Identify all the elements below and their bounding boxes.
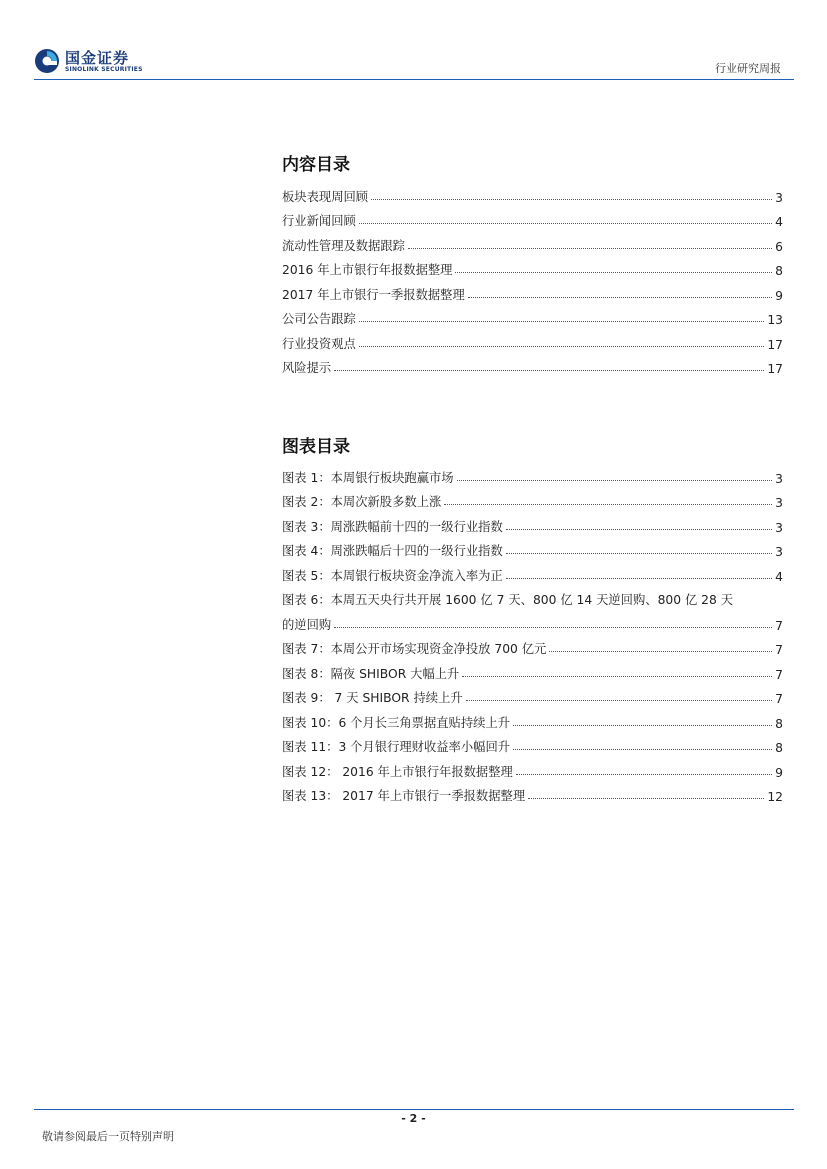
toc-item[interactable] <box>282 278 783 303</box>
figures-title: 图表目录 <box>282 437 350 457</box>
figure-item-label: 图表 11：3 个月银行理财收益率小幅回升 <box>282 740 511 754</box>
figure-item-label: 图表 12： 2016 年上市银行年报数据整理 <box>282 764 513 779</box>
toc-item-label: 板块表现周回顾 <box>282 189 369 204</box>
figure-item[interactable] <box>282 731 783 756</box>
figure-item-page: 3 <box>775 471 783 486</box>
toc-item-label: 2017 年上市银行一季报数据整理 <box>282 287 465 302</box>
toc-item[interactable] <box>282 205 783 230</box>
header-divider <box>34 79 794 80</box>
figure-item[interactable] <box>282 486 783 511</box>
figure-item-label: 图表 13： 2017 年上市银行一季报数据整理 <box>282 789 526 803</box>
toc-leader-dots <box>334 627 772 628</box>
figure-item[interactable] <box>282 510 783 535</box>
toc-item-page: 13 <box>767 313 783 327</box>
toc-leader-dots <box>466 700 772 701</box>
toc-item[interactable] <box>282 254 783 279</box>
figure-item-page: 7 <box>775 692 783 706</box>
toc-item-page: 9 <box>775 288 783 303</box>
toc-item-label: 行业新闻回顾 <box>282 214 356 228</box>
figure-item-label: 图表 9： 7 天 SHIBOR 持续上升 <box>282 691 463 705</box>
figure-item-page: 4 <box>775 569 783 584</box>
toc-item-label: 公司公告跟踪 <box>282 312 356 326</box>
figure-item-label: 图表 4：周涨跌幅后十四的一级行业指数 <box>282 544 503 558</box>
contents-title: 内容目录 <box>282 155 350 175</box>
figure-item-page: 12 <box>767 790 783 804</box>
toc-item-page: 17 <box>767 362 783 376</box>
company-logo <box>34 47 154 79</box>
toc-leader-dots <box>528 798 764 799</box>
figure-item-page: 9 <box>775 765 783 780</box>
sinolink-logo-icon <box>34 48 60 74</box>
figure-item-first-line[interactable]: 图表 6：本周五天央行共开展 1600 亿 7 天、800 亿 14 天逆回购、800 亿 28 天 <box>282 593 734 607</box>
toc-item[interactable] <box>282 180 783 205</box>
toc-item[interactable] <box>282 229 783 254</box>
toc-item-label: 2016 年上市银行年报数据整理 <box>282 263 453 277</box>
toc-leader-dots <box>506 529 772 530</box>
figure-item[interactable] <box>282 706 783 731</box>
figure-item-label: 图表 8：隔夜 SHIBOR 大幅上升 <box>282 666 460 681</box>
toc-leader-dots <box>359 223 772 224</box>
figure-item[interactable] <box>282 559 783 584</box>
figure-item-label: 图表 3：周涨跌幅前十四的一级行业指数 <box>282 519 503 534</box>
figure-item-label: 图表 5：本周银行板块资金净流入率为正 <box>282 568 503 583</box>
figure-item[interactable] <box>282 633 783 658</box>
toc-item[interactable] <box>282 303 783 328</box>
toc-item-label: 流动性管理及数据跟踪 <box>282 238 405 253</box>
toc-item-page: 4 <box>775 215 783 229</box>
toc-item-page: 8 <box>775 264 783 278</box>
figure-item[interactable] <box>282 780 783 805</box>
figure-item-page: 3 <box>775 520 783 535</box>
figure-item-label: 图表 7：本周公开市场实现资金净投放 700 亿元 <box>282 642 547 656</box>
figure-item[interactable] <box>282 657 783 682</box>
toc-item-page: 17 <box>767 337 783 352</box>
toc-leader-dots <box>549 651 772 652</box>
toc-leader-dots <box>359 321 765 322</box>
figure-item-page: 8 <box>775 741 783 755</box>
toc-leader-dots <box>516 774 772 775</box>
toc-leader-dots <box>506 578 772 579</box>
figure-item-label: 的逆回购 <box>282 617 332 632</box>
toc-leader-dots <box>334 370 764 371</box>
page-number: - 2 - <box>401 1112 426 1125</box>
toc-leader-dots <box>444 504 772 505</box>
toc-leader-dots <box>513 725 772 726</box>
figure-item-label: 图表 2：本周次新股多数上涨 <box>282 495 442 509</box>
toc-item-page: 6 <box>775 239 783 254</box>
toc-leader-dots <box>513 749 772 750</box>
toc-leader-dots <box>457 480 773 481</box>
figures-list <box>282 461 783 804</box>
toc-leader-dots <box>408 248 772 249</box>
toc-item-label: 行业投资观点 <box>282 336 356 351</box>
toc-item[interactable] <box>282 327 783 352</box>
figure-item[interactable] <box>282 535 783 560</box>
logo-english-name: SINOLINK SECURITIES <box>65 66 143 73</box>
figure-item-label: 图表 10：6 个月长三角票据直贴持续上升 <box>282 715 511 730</box>
toc-item[interactable] <box>282 352 783 377</box>
contents-list <box>282 180 783 376</box>
figure-item-page: 3 <box>775 545 783 559</box>
figure-item-page: 7 <box>775 643 783 657</box>
figure-item[interactable] <box>282 682 783 707</box>
toc-leader-dots <box>468 297 772 298</box>
figure-item[interactable] <box>282 755 783 780</box>
toc-item-page: 3 <box>775 190 783 205</box>
figure-item-page: 8 <box>775 716 783 731</box>
toc-leader-dots <box>506 553 772 554</box>
figure-item[interactable] <box>282 461 783 486</box>
toc-leader-dots <box>371 199 772 200</box>
figure-item-label: 图表 1：本周银行板块跑赢市场 <box>282 470 454 485</box>
toc-leader-dots <box>359 346 765 347</box>
figure-item-page: 3 <box>775 496 783 510</box>
toc-leader-dots <box>462 676 772 677</box>
figure-item[interactable] <box>282 608 783 633</box>
logo-chinese-name: 国金证券 <box>65 49 130 67</box>
footer-divider <box>34 1109 794 1110</box>
footer-disclaimer: 敬请参阅最后一页特别声明 <box>42 1130 174 1143</box>
toc-leader-dots <box>455 272 772 273</box>
figure-item-page: 7 <box>775 667 783 682</box>
figure-item-page: 7 <box>775 618 783 633</box>
toc-item-label: 风险提示 <box>282 361 332 375</box>
report-type: 行业研究周报 <box>715 62 781 75</box>
